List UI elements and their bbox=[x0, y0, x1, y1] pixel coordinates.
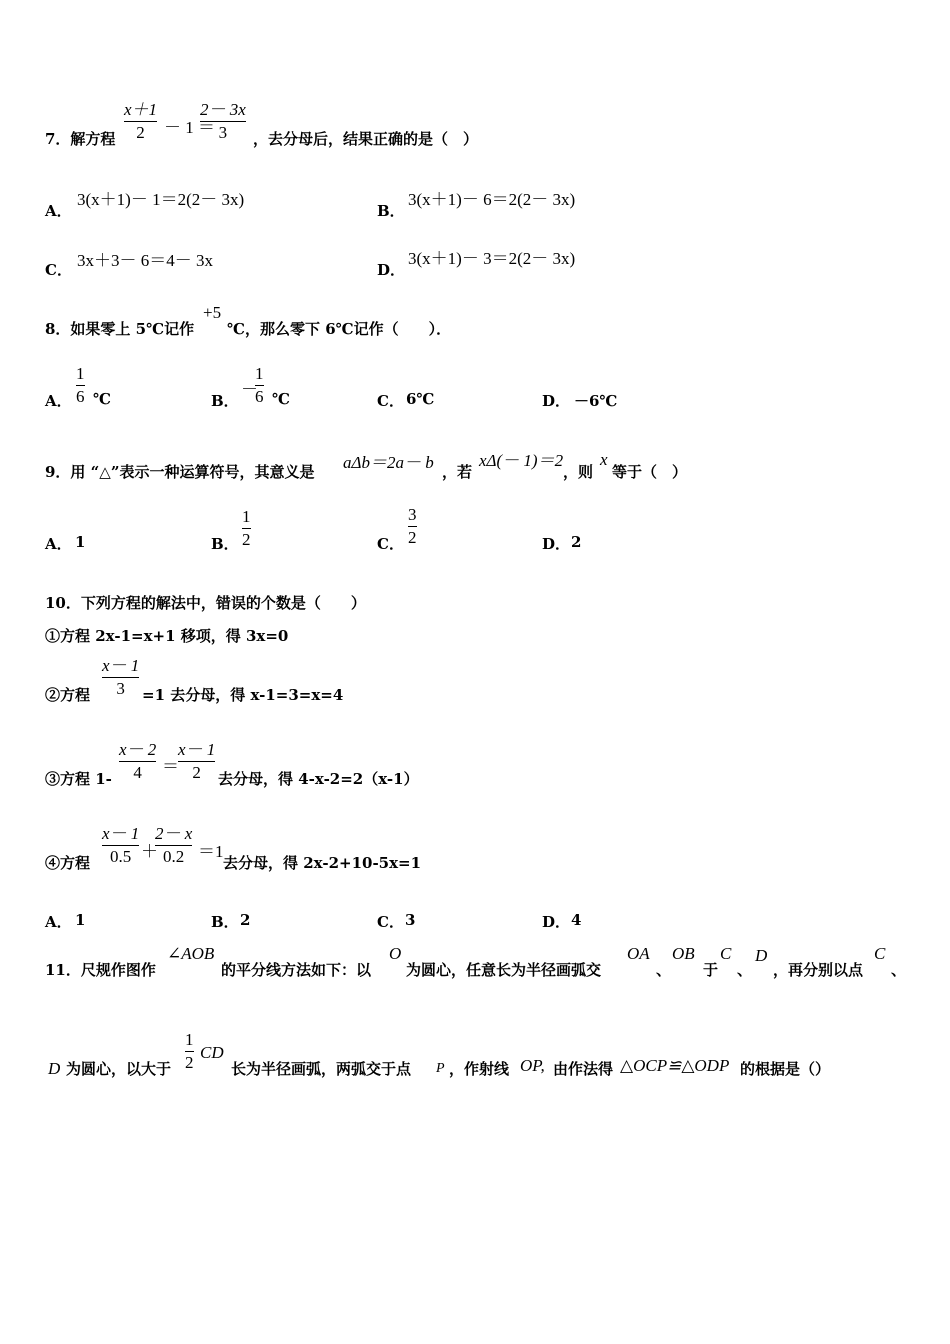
q11-separator-3: 、 bbox=[891, 961, 907, 979]
q8-superscript: +5 bbox=[203, 303, 222, 322]
q7-option-c: 3x＋3－ 6＝4－ 3x bbox=[77, 251, 213, 270]
q8-option-b-unit: ℃ bbox=[272, 390, 290, 408]
q9-option-b-fraction: 1 2 bbox=[242, 507, 251, 549]
q11-separator-2: 、 bbox=[737, 961, 753, 979]
q7-option-d-label: D． bbox=[377, 261, 406, 279]
q10-item-4-equals: ＝1 bbox=[198, 842, 224, 861]
q7-fraction-2: 2－ 3x 3 bbox=[200, 100, 246, 142]
q7-option-c-label: C． bbox=[45, 261, 72, 279]
q8-option-c-label: C． bbox=[377, 392, 404, 410]
q11-stem-part7: 长为半径画弧，两弧交于点 bbox=[231, 1060, 412, 1078]
q10-option-b-label: B． bbox=[211, 913, 239, 931]
q9-option-c-fraction: 3 2 bbox=[408, 505, 417, 547]
q11-point-c-2: C bbox=[874, 944, 886, 963]
q9-option-d-label: D． bbox=[542, 535, 571, 553]
q9-stem-part3: ，则 bbox=[563, 463, 594, 481]
q9-option-a-label: A． bbox=[45, 535, 72, 553]
q11-point-d-2: D bbox=[48, 1059, 61, 1078]
q11-congruence: △OCP≌△ODP bbox=[620, 1056, 730, 1075]
q9-option-d: 2 bbox=[571, 533, 582, 551]
q7-fraction-1: x＋1 2 bbox=[124, 100, 158, 142]
q10-item-3-fraction-1: x－ 2 4 bbox=[119, 740, 157, 782]
q9-stem-part1: 9．用 “△”表示一种运算符号，其意义是 bbox=[45, 463, 315, 481]
q11-angle: ∠AOB bbox=[167, 944, 215, 963]
q8-option-a-unit: ℃ bbox=[93, 390, 111, 408]
q10-item-4-plus: ＋ bbox=[141, 842, 158, 861]
q10-item-2-post: =1 去分母，得 x-1=3=x=4 bbox=[142, 686, 344, 704]
q11-ray-op: OP, bbox=[520, 1056, 545, 1075]
q10-item-3-post: 去分母，得 4-x-2=2（x-1） bbox=[218, 770, 419, 788]
q11-stem-end: 的根据是（） bbox=[740, 1060, 831, 1078]
q7-stem: 7．解方程 bbox=[45, 130, 116, 148]
q7-tail: ，去分母后，结果正确的是（ ） bbox=[253, 130, 479, 148]
q11-stem-part4: 于 bbox=[703, 961, 719, 979]
q7-option-b-label: B． bbox=[377, 202, 405, 220]
q8-option-d-label: D． bbox=[542, 392, 571, 410]
q11-point-o: O bbox=[389, 944, 402, 963]
q9-variable: x bbox=[600, 450, 608, 469]
q10-item-2-pre: ②方程 bbox=[45, 686, 91, 704]
q8-option-a-fraction: 1 6 bbox=[76, 364, 85, 406]
q11-stem-part6: 为圆心，以大于 bbox=[66, 1060, 172, 1078]
q11-point-p: P bbox=[436, 1061, 445, 1076]
q10-item-4-pre: ④方程 bbox=[45, 854, 91, 872]
q11-half-fraction: 1 2 bbox=[185, 1030, 194, 1072]
q11-stem-part2: 的平分线方法如下：以 bbox=[221, 961, 372, 979]
q10-item-1: ①方程 2x-1=x+1 移项，得 3x=0 bbox=[45, 627, 289, 645]
q11-ray-ob: OB bbox=[672, 944, 695, 963]
q7-option-b: 3(x＋1)－ 6＝2(2－ 3x) bbox=[408, 190, 576, 209]
q8-option-b-sign: － bbox=[241, 380, 258, 399]
q10-option-d-label: D． bbox=[542, 913, 571, 931]
q10-item-2-fraction: x－ 1 3 bbox=[102, 656, 140, 698]
q8-option-b-fraction: 1 6 bbox=[255, 364, 264, 406]
q9-option-c-label: C． bbox=[377, 535, 404, 553]
q9-condition: xΔ(－ 1)＝2 bbox=[479, 451, 564, 470]
q10-stem: 10．下列方程的解法中，错误的个数是（ ） bbox=[45, 594, 366, 612]
q10-option-a-label: A． bbox=[45, 913, 72, 931]
q11-stem-part3: 为圆心，任意长为半径画弧交 bbox=[406, 961, 602, 979]
q7-option-d: 3(x＋1)－ 3＝2(2－ 3x) bbox=[408, 249, 576, 268]
q10-item-4-fraction-1: x－ 1 0.5 bbox=[102, 824, 140, 866]
q10-option-c: 3 bbox=[405, 911, 416, 929]
q7-minus-one: － 1 ＝ bbox=[164, 118, 215, 137]
q9-option-a: 1 bbox=[75, 533, 86, 551]
q11-stem-part8: ，作射线 bbox=[449, 1060, 510, 1078]
q10-option-a: 1 bbox=[75, 911, 86, 929]
q11-stem-part9: 由作法得 bbox=[553, 1060, 614, 1078]
q11-stem-part5: ，再分别以点 bbox=[773, 961, 864, 979]
q11-point-d: D bbox=[755, 946, 768, 965]
q8-stem-part1: 8．如果零上 5℃记作 bbox=[45, 320, 195, 338]
q10-item-4-post: 去分母，得 2x-2+10-5x=1 bbox=[223, 854, 422, 872]
q11-separator-1: 、 bbox=[656, 961, 672, 979]
q11-segment-cd: CD bbox=[200, 1043, 224, 1062]
q10-item-3-pre: ③方程 1- bbox=[45, 770, 112, 788]
q8-stem-part2: ℃，那么零下 6℃记作（ ）． bbox=[227, 320, 452, 338]
q9-definition: aΔb＝2a－ b bbox=[343, 453, 434, 472]
q10-option-c-label: C． bbox=[377, 913, 404, 931]
q8-option-d: －6℃ bbox=[574, 392, 618, 410]
q10-item-3-fraction-2: x－ 1 2 bbox=[178, 740, 216, 782]
q9-option-b-label: B． bbox=[211, 535, 239, 553]
q8-option-b-label: B． bbox=[211, 392, 239, 410]
q10-item-3-equals: ＝ bbox=[162, 757, 179, 776]
q11-ray-oa: OA bbox=[627, 944, 650, 963]
q10-item-4-fraction-2: 2－ x 0.2 bbox=[155, 824, 193, 866]
q10-option-b: 2 bbox=[240, 911, 251, 929]
q7-option-a: 3(x＋1)－ 1＝2(2－ 3x) bbox=[77, 190, 245, 209]
q10-option-d: 4 bbox=[571, 911, 582, 929]
q8-option-c: 6℃ bbox=[406, 390, 435, 408]
q9-stem-part4: 等于（ ） bbox=[612, 463, 688, 481]
q11-point-c: C bbox=[720, 944, 732, 963]
q7-option-a-label: A． bbox=[45, 202, 72, 220]
q11-stem-start: 11．尺规作图作 bbox=[45, 961, 156, 979]
q9-stem-part2: ，若 bbox=[442, 463, 473, 481]
q8-option-a-label: A． bbox=[45, 392, 72, 410]
